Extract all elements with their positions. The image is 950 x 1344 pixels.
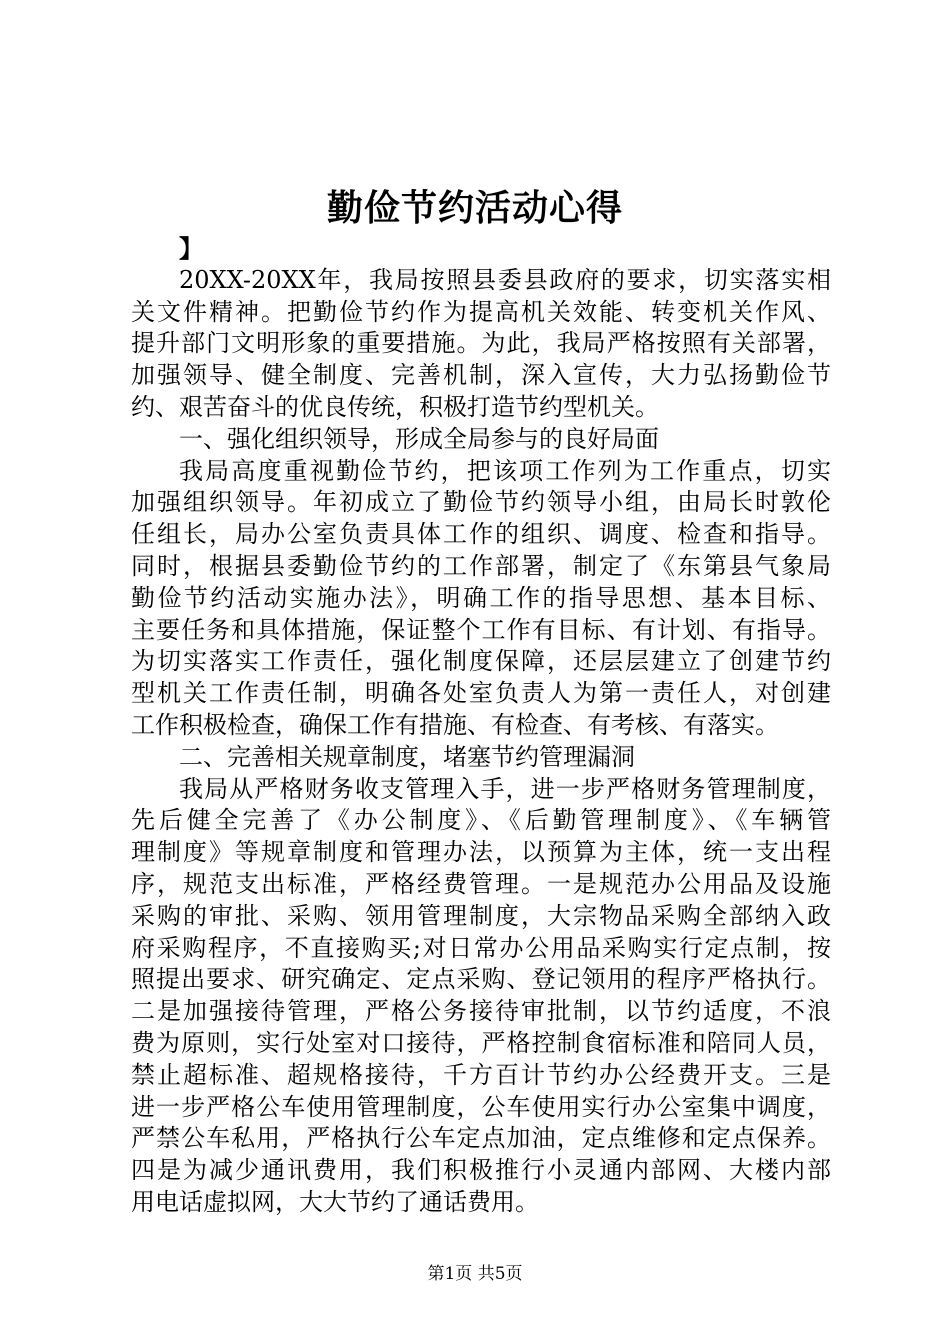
- body-line: 四是为减少通讯费用，我们积极推行小灵通内部网、大楼内部: [131, 1156, 831, 1185]
- body-line: 】: [179, 234, 203, 263]
- page-footer: 第1页 共5页: [427, 1264, 523, 1284]
- body-line: 同时，根据县委勤俭节约的工作部署，制定了《东第县气象局: [131, 551, 831, 580]
- body-line: 序，规范支出标准，严格经费管理。一是规范办公用品及设施: [131, 869, 831, 898]
- body-line: 为切实落实工作责任，强化制度保障，还层层建立了创建节约: [131, 647, 831, 676]
- body-line: 禁止超标准、超规格接待，千方百计节约办公经费开支。三是: [131, 1060, 831, 1089]
- body-line: 严禁公车私用，严格执行公车定点加油，定点维修和定点保养。: [131, 1124, 831, 1153]
- body-line: 二是加强接待管理，严格公务接待审批制，以节约适度，不浪: [131, 997, 831, 1026]
- body-line: 我局从严格财务收支管理入手，进一步严格财务管理制度，: [179, 774, 831, 803]
- body-line: 先后健全完善了《办公制度》、《后勤管理制度》、《车辆管: [131, 806, 831, 835]
- body-line: 用电话虚拟网，大大节约了通话费用。: [131, 1187, 539, 1216]
- body-line: 理制度》等规章制度和管理办法，以预算为主体，统一支出程: [131, 838, 831, 867]
- body-line: 关文件精神。把勤俭节约作为提高机关效能、转变机关作风、: [131, 297, 831, 326]
- body-line: 照提出要求、研究确定、定点采购、登记领用的程序严格执行。: [131, 965, 831, 994]
- body-line: 型机关工作责任制，明确各处室负责人为第一责任人，对创建: [131, 679, 831, 708]
- body-line: 约、艰苦奋斗的优良传统，积极打造节约型机关。: [131, 392, 659, 421]
- body-line: 一、强化组织领导，形成全局参与的良好局面: [179, 424, 659, 453]
- body-line: 采购的审批、采购、领用管理制度，大宗物品采购全部纳入政: [131, 901, 831, 930]
- body-line: 府采购程序，不直接购买;对日常办公用品采购实行定点制，按: [131, 933, 831, 962]
- body-line: 勤俭节约活动实施办法》，明确工作的指导思想、基本目标、: [131, 583, 831, 612]
- body-line: 进一步严格公车使用管理制度，公车使用实行办公室集中调度，: [131, 1092, 831, 1121]
- body-line: 加强领导、健全制度、完善机制，深入宣传，大力弘扬勤俭节: [131, 361, 831, 390]
- document-title: 勤俭节约活动心得: [326, 187, 623, 229]
- body-line: 费为原则，实行处室对口接待，严格控制食宿标准和陪同人员，: [131, 1028, 831, 1057]
- body-line: 二、完善相关规章制度，堵塞节约管理漏洞: [179, 742, 635, 771]
- body-line: 提升部门文明形象的重要措施。为此，我局严格按照有关部署，: [131, 329, 831, 358]
- body-line: 20XX-20XX年，我局按照县委县政府的要求，切实落实相: [179, 265, 831, 294]
- document-body: [131, 233, 831, 1219]
- body-line: 任组长，局办公室负责具体工作的组织、调度、检查和指导。: [131, 520, 831, 549]
- body-line: 我局高度重视勤俭节约，把该项工作列为工作重点，切实: [179, 456, 831, 485]
- body-line: 主要任务和具体措施，保证整个工作有目标、有计划、有指导。: [131, 615, 831, 644]
- body-line: 工作积极检查，确保工作有措施、有检查、有考核、有落实。: [131, 710, 779, 739]
- body-line: 加强组织领导。年初成立了勤俭节约领导小组，由局长时敦伦: [131, 488, 831, 517]
